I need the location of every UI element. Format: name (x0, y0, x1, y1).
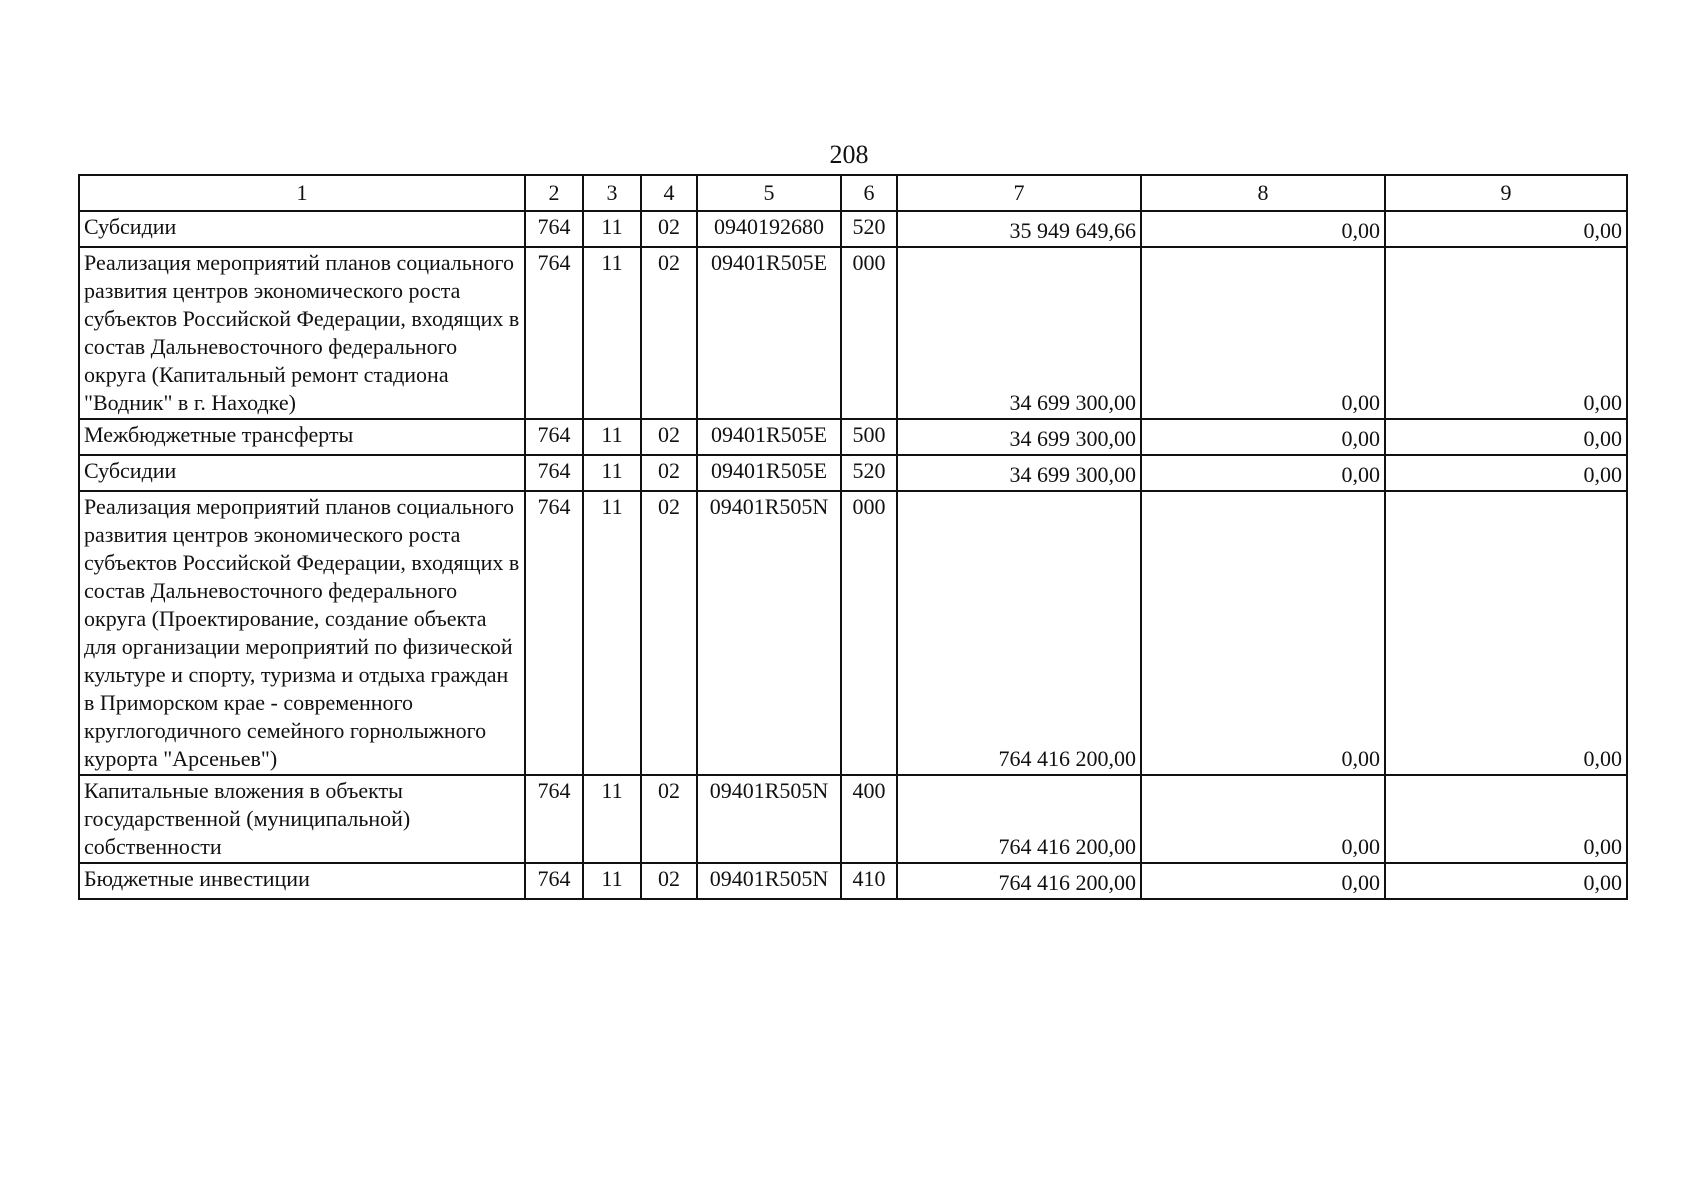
cell-col4: 02 (641, 211, 697, 247)
cell-col5: 09401R505N (697, 775, 841, 863)
header-cell: 3 (583, 175, 641, 211)
cell-col2: 764 (525, 211, 583, 247)
cell-col9: 0,00 (1385, 455, 1627, 491)
row-name: Реализация мероприятий планов социального развития центров экономического роста субъектов Российской Федерации, входящих в состав Дальневосточного федерального округа (Проектирование, создание объекта для организации мероприятий по физической культуре и спорту, туризма и отдыха граждан в Приморском крае - современного круглогодичного семейного горнолыжного курорта "Арсеньев") (79, 491, 525, 775)
header-cell: 5 (697, 175, 841, 211)
budget-table (78, 174, 1628, 900)
cell-col9: 0,00 (1385, 863, 1627, 899)
cell-col4: 02 (641, 419, 697, 455)
header-cell: 8 (1141, 175, 1385, 211)
cell-col2: 764 (525, 247, 583, 419)
cell-col5: 0940192680 (697, 211, 841, 247)
cell-col8: 0,00 (1141, 211, 1385, 247)
cell-col6: 520 (841, 455, 897, 491)
cell-col5: 09401R505N (697, 863, 841, 899)
table-row (79, 211, 1627, 247)
cell-col6: 000 (841, 247, 897, 419)
cell-col3: 11 (583, 247, 641, 419)
cell-col7: 35 949 649,66 (897, 211, 1141, 247)
cell-col7: 34 699 300,00 (897, 247, 1141, 419)
cell-col8: 0,00 (1141, 455, 1385, 491)
cell-col7: 764 416 200,00 (897, 775, 1141, 863)
row-name: Реализация мероприятий планов социального развития центров экономического роста субъектов Российской Федерации, входящих в состав Дальневосточного федерального округа (Капитальный ремонт стадиона "Водник" в г. Находке) (79, 247, 525, 419)
row-name: Межбюджетные трансферты (79, 419, 525, 455)
cell-col6: 520 (841, 211, 897, 247)
cell-col9: 0,00 (1385, 491, 1627, 775)
table-row (79, 419, 1627, 455)
row-name: Бюджетные инвестиции (79, 863, 525, 899)
header-cell: 7 (897, 175, 1141, 211)
cell-col2: 764 (525, 775, 583, 863)
header-cell: 6 (841, 175, 897, 211)
header-cell: 2 (525, 175, 583, 211)
cell-col7: 764 416 200,00 (897, 863, 1141, 899)
header-cell: 9 (1385, 175, 1627, 211)
cell-col8: 0,00 (1141, 863, 1385, 899)
table-row (79, 775, 1627, 863)
cell-col8: 0,00 (1141, 247, 1385, 419)
cell-col4: 02 (641, 455, 697, 491)
cell-col4: 02 (641, 491, 697, 775)
cell-col8: 0,00 (1141, 491, 1385, 775)
cell-col4: 02 (641, 775, 697, 863)
header-cell: 1 (79, 175, 525, 211)
cell-col9: 0,00 (1385, 211, 1627, 247)
cell-col3: 11 (583, 455, 641, 491)
cell-col5: 09401R505N (697, 491, 841, 775)
cell-col3: 11 (583, 491, 641, 775)
row-name: Субсидии (79, 455, 525, 491)
cell-col2: 764 (525, 863, 583, 899)
cell-col6: 410 (841, 863, 897, 899)
cell-col2: 764 (525, 419, 583, 455)
table-row (79, 863, 1627, 899)
cell-col5: 09401R505E (697, 455, 841, 491)
cell-col2: 764 (525, 491, 583, 775)
cell-col9: 0,00 (1385, 419, 1627, 455)
cell-col7: 764 416 200,00 (897, 491, 1141, 775)
cell-col4: 02 (641, 247, 697, 419)
row-name: Субсидии (79, 211, 525, 247)
row-name: Капитальные вложения в объекты государственной (муниципальной) собственности (79, 775, 525, 863)
cell-col6: 000 (841, 491, 897, 775)
cell-col3: 11 (583, 863, 641, 899)
table-row (79, 455, 1627, 491)
page-number: 208 (829, 140, 869, 169)
cell-col4: 02 (641, 863, 697, 899)
cell-col2: 764 (525, 455, 583, 491)
cell-col3: 11 (583, 419, 641, 455)
cell-col3: 11 (583, 775, 641, 863)
cell-col6: 400 (841, 775, 897, 863)
cell-col5: 09401R505E (697, 247, 841, 419)
table-header-row (79, 175, 1627, 211)
header-cell: 4 (641, 175, 697, 211)
cell-col7: 34 699 300,00 (897, 419, 1141, 455)
table-row (79, 247, 1627, 419)
cell-col8: 0,00 (1141, 775, 1385, 863)
cell-col5: 09401R505E (697, 419, 841, 455)
cell-col6: 500 (841, 419, 897, 455)
cell-col8: 0,00 (1141, 419, 1385, 455)
table-row (79, 491, 1627, 775)
cell-col9: 0,00 (1385, 247, 1627, 419)
cell-col3: 11 (583, 211, 641, 247)
cell-col9: 0,00 (1385, 775, 1627, 863)
cell-col7: 34 699 300,00 (897, 455, 1141, 491)
